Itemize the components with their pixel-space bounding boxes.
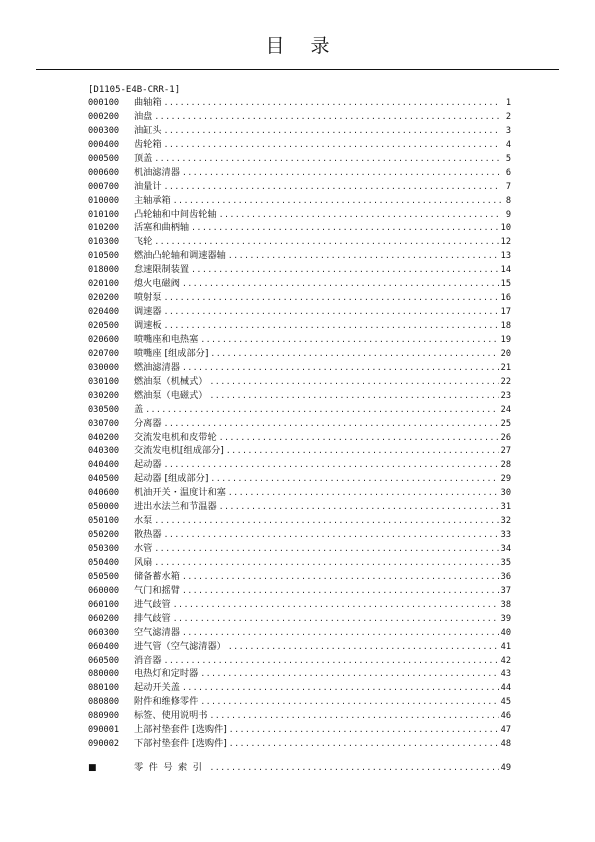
toc-entry-name: 水泵: [134, 515, 153, 527]
dot-leader: [164, 138, 501, 152]
toc-entry-code: 050400: [88, 557, 120, 568]
toc-entry-name: 喷嘴座 [组成部分]: [134, 347, 209, 359]
dot-leader: [229, 737, 499, 751]
toc-entry-page: 35: [500, 557, 511, 568]
toc-entry-name: 消音器: [134, 654, 162, 666]
toc-entry-page: 16: [500, 293, 511, 304]
parts-index-label: 零件号索引: [134, 762, 208, 773]
toc-entry-name: 喷嘴座和电热塞: [134, 333, 199, 345]
toc-entry-page: 44: [500, 683, 511, 694]
toc-entry-page: 31: [500, 502, 511, 513]
toc-entry-page: 21: [500, 362, 511, 373]
toc-entry-name: 熄火电磁阀: [134, 278, 180, 290]
toc-entry[interactable]: [88, 556, 511, 570]
toc-entry-code: 030000: [88, 362, 120, 373]
dot-leader: [164, 528, 499, 542]
toc-entry-code: 090001: [88, 725, 120, 736]
toc-entry[interactable]: [88, 640, 511, 654]
toc-entry-name: 交流发电机和皮带轮: [134, 431, 217, 443]
toc-entry-page: 41: [500, 641, 511, 652]
toc-entry-code: 010100: [88, 209, 120, 220]
toc-entry-page: 13: [500, 251, 511, 262]
toc-entry-page: 7: [505, 181, 511, 192]
toc-entry-code: 000300: [88, 125, 120, 136]
toc-entry-code: 020400: [88, 307, 120, 318]
dot-leader: [164, 319, 499, 333]
toc-entry-name: 起动器 [组成部分]: [134, 473, 209, 485]
toc-entry-name: 机油开关・温度计和塞: [134, 487, 226, 499]
parts-index-page: 49: [500, 763, 511, 773]
toc-entry-name: 水管: [134, 543, 153, 554]
title-divider: [36, 69, 559, 70]
toc-entry-code: 010300: [88, 237, 120, 248]
toc-entry[interactable]: [88, 263, 511, 277]
dot-leader: [173, 194, 501, 208]
dot-leader: [200, 333, 498, 347]
toc-entry-code: 050100: [88, 516, 120, 527]
toc-entry-code: 060400: [88, 641, 120, 652]
dot-leader: [229, 723, 499, 737]
dot-leader: [210, 389, 499, 403]
page-title: 目 录: [265, 35, 340, 57]
toc-entry-name: 储备蓄水箱: [134, 570, 180, 582]
toc-entry-page: 28: [500, 460, 511, 471]
toc-entry[interactable]: [88, 431, 511, 445]
toc-entry[interactable]: [88, 417, 511, 431]
toc-entry-name: 齿轮箱: [134, 138, 162, 150]
toc-entry-name: 燃油泵（机械式）: [134, 375, 208, 387]
toc-entry[interactable]: [88, 124, 511, 138]
toc-entry-name: 散热器: [134, 529, 162, 541]
dot-leader: [219, 208, 501, 222]
dot-leader: [182, 570, 499, 584]
toc-entry-name: 调速器: [134, 306, 162, 318]
toc-entry-page: 29: [500, 474, 511, 485]
toc-entry[interactable]: [88, 305, 511, 319]
toc-entry-name: 附件和维修零件: [134, 696, 199, 708]
toc-entry[interactable]: [88, 208, 511, 222]
dot-leader: [182, 626, 499, 640]
dot-leader: [228, 640, 499, 654]
toc-entry[interactable]: [88, 319, 511, 333]
toc-entry[interactable]: [88, 347, 511, 361]
toc-entry-code: 010200: [88, 223, 120, 234]
model-code: [D1105-E4B-CRR-1]: [88, 85, 181, 95]
toc-entry-page: 14: [500, 265, 511, 276]
toc-entry[interactable]: [88, 194, 511, 208]
toc-entry-page: 25: [500, 418, 511, 429]
toc-entry-page: 3: [505, 125, 511, 136]
dot-leader: [182, 584, 499, 598]
dot-leader: [182, 361, 499, 375]
toc-entry[interactable]: [88, 654, 511, 668]
toc-entry[interactable]: [88, 737, 511, 751]
toc-entry-page: 42: [500, 655, 511, 666]
toc-entry-code: 080000: [88, 669, 120, 680]
toc-entry-name: 进出水法兰和节温器: [134, 501, 217, 513]
toc-entry-code: 060000: [88, 585, 120, 596]
dot-leader: [173, 598, 499, 612]
toc-entry-code: 020600: [88, 334, 120, 345]
toc-entry[interactable]: [88, 361, 511, 375]
toc-list: [88, 96, 511, 751]
dot-leader: [210, 375, 499, 389]
toc-entry-name: 油量计: [134, 180, 162, 192]
toc-entry[interactable]: [88, 514, 511, 528]
toc-entry-code: 060200: [88, 613, 120, 624]
toc-entry-page: 30: [500, 488, 511, 499]
toc-entry-page: 45: [500, 697, 511, 708]
toc-entry-page: 38: [500, 599, 511, 610]
toc-entry-name: 交流发电机[组成部分]: [134, 445, 224, 457]
toc-entry-page: 47: [500, 725, 511, 736]
toc-entry-name: 调速板: [134, 320, 162, 331]
toc-entry-name: 凸轮轴和中间齿轮轴: [134, 208, 217, 220]
dot-leader: [164, 417, 499, 431]
toc-entry-code: 018000: [88, 265, 120, 276]
toc-entry-name: 分离器: [134, 417, 162, 429]
toc-entry-code: 030200: [88, 390, 120, 401]
toc-entry-code: 000400: [88, 139, 120, 150]
toc-entry[interactable]: [88, 277, 511, 291]
toc-entry-page: 36: [500, 571, 511, 582]
dot-leader: [154, 152, 501, 166]
toc-entry[interactable]: [88, 96, 511, 110]
toc-entry-page: 26: [500, 432, 511, 443]
toc-entry[interactable]: [88, 709, 511, 723]
toc-entry[interactable]: [88, 110, 511, 124]
toc-entry[interactable]: [88, 612, 511, 626]
toc-entry-page: 17: [500, 307, 511, 318]
toc-entry-name: 排气歧管: [134, 612, 171, 624]
toc-entry-name: 气门和摇臂: [134, 584, 180, 596]
parts-index-section: [88, 760, 511, 776]
toc-entry-code: 040500: [88, 474, 120, 485]
dot-leader: [154, 514, 498, 528]
toc-entry-code: 000100: [88, 98, 120, 108]
toc-entry[interactable]: [88, 221, 511, 235]
toc-entry-code: 060300: [88, 627, 120, 638]
dot-leader: [228, 249, 499, 263]
toc-entry-code: 060500: [88, 655, 120, 666]
dot-leader: [154, 542, 498, 556]
toc-entry[interactable]: [88, 180, 511, 194]
toc-entry[interactable]: [88, 458, 511, 472]
toc-entry-page: 39: [500, 613, 511, 624]
toc-entry-page: 20: [500, 348, 511, 359]
toc-entry-page: 37: [500, 585, 511, 596]
toc-entry-code: 020200: [88, 293, 120, 304]
toc-entry-name: 进气管（空气滤清器）: [134, 640, 226, 652]
toc-entry-name: 电热灯和定时器: [134, 668, 199, 680]
dot-leader: [226, 444, 499, 458]
toc-entry-name: 起动开关盖: [134, 682, 180, 694]
toc-entry-code: 000700: [88, 181, 120, 192]
dot-leader: [164, 180, 501, 194]
toc-entry-code: 050300: [88, 544, 120, 554]
toc-entry-name: 怠速限制装置: [134, 264, 190, 276]
toc-entry-name: 起动器: [134, 459, 162, 471]
toc-entry[interactable]: [88, 667, 511, 681]
toc-entry-code: 030500: [88, 404, 120, 415]
toc-entry-page: 6: [505, 167, 511, 178]
parts-index-entry[interactable]: [88, 760, 511, 776]
toc-entry-page: 5: [505, 153, 511, 164]
toc-entry-page: 24: [500, 404, 511, 415]
toc-entry-name: 机油滤清器: [134, 166, 180, 178]
toc-entry-name: 燃油凸轮轴和调速器轴: [134, 250, 226, 262]
toc-entry-code: 040400: [88, 460, 120, 471]
dot-leader: [200, 667, 498, 681]
toc-entry[interactable]: [88, 528, 511, 542]
toc-entry-name: 主轴承箱: [134, 194, 171, 206]
dot-leader: [164, 124, 501, 138]
toc-entry[interactable]: [88, 166, 511, 180]
dot-leader: [219, 431, 499, 445]
toc-entry-page: 2: [505, 111, 511, 122]
dot-leader: [210, 347, 498, 361]
toc-entry-page: 32: [500, 516, 511, 527]
dot-leader: [164, 305, 499, 319]
dot-leader: [154, 556, 498, 570]
toc-entry[interactable]: [88, 375, 511, 389]
toc-entry-page: 18: [500, 321, 511, 331]
toc-entry-page: 12: [500, 237, 511, 248]
dot-leader: [164, 654, 499, 668]
toc-entry-page: 34: [500, 544, 511, 554]
toc-entry-name: 顶盖: [134, 152, 153, 164]
toc-entry-code: 010000: [88, 195, 120, 206]
dot-leader: [182, 166, 501, 180]
toc-entry[interactable]: [88, 598, 511, 612]
toc-entry-name: 标签、使用说明书: [134, 710, 208, 722]
toc-entry-code: 030700: [88, 418, 120, 429]
toc-entry-name: 飞轮: [134, 236, 153, 248]
dot-leader: [210, 709, 499, 723]
toc-entry-name: 风扇: [134, 556, 153, 568]
toc-entry-code: 050200: [88, 530, 120, 541]
toc-entry[interactable]: [88, 444, 511, 458]
toc-entry-page: 40: [500, 627, 511, 638]
toc-entry-page: 43: [500, 669, 511, 680]
toc-entry[interactable]: [88, 291, 511, 305]
toc-entry-code: 050000: [88, 502, 120, 513]
toc-entry-name: 下部衬垫套件 [选购件]: [134, 738, 227, 750]
toc-entry-page: 10: [500, 223, 511, 234]
toc-entry-code: 030100: [88, 376, 120, 387]
toc-entry-code: 040600: [88, 488, 120, 499]
dot-leader: [210, 472, 498, 486]
toc-entry[interactable]: [88, 249, 511, 263]
toc-entry-name: 油盘: [134, 110, 153, 122]
toc-entry-code: 020100: [88, 279, 120, 290]
toc-entry-page: 27: [500, 446, 511, 457]
toc-entry-code: 080800: [88, 697, 120, 708]
dot-leader: [209, 760, 498, 776]
toc-entry-name: 盖: [134, 403, 144, 415]
toc-entry[interactable]: [88, 389, 511, 403]
dot-leader: [200, 695, 498, 709]
toc-entry[interactable]: [88, 500, 511, 514]
toc-entry[interactable]: [88, 695, 511, 709]
dot-leader: [154, 110, 501, 124]
toc-entry-code: 080100: [88, 683, 120, 694]
dot-leader: [228, 486, 499, 500]
toc-entry[interactable]: [88, 626, 511, 640]
dot-leader: [191, 221, 499, 235]
dot-leader: [182, 681, 499, 695]
toc-entry-page: 9: [505, 209, 511, 220]
dot-leader: [173, 612, 499, 626]
toc-entry[interactable]: [88, 681, 511, 695]
toc-entry-code: 020700: [88, 348, 120, 359]
toc-entry-code: 010500: [88, 251, 120, 262]
toc-entry-code: 090002: [88, 739, 120, 750]
toc-entry[interactable]: [88, 723, 511, 737]
toc-entry-name: 燃油泵（电磁式）: [134, 389, 208, 401]
toc-entry-page: 22: [500, 376, 511, 387]
toc-entry-name: 上部衬垫套件 [选购件]: [134, 724, 227, 736]
toc-entry[interactable]: [88, 570, 511, 584]
dot-leader: [219, 500, 499, 514]
toc-entry[interactable]: [88, 403, 511, 417]
toc-entry[interactable]: [88, 486, 511, 500]
toc-entry-page: 15: [500, 279, 511, 290]
toc-entry-page: 1: [505, 98, 511, 108]
toc-entry-code: 020500: [88, 321, 120, 331]
square-bullet-icon: ■: [88, 763, 97, 773]
toc-entry-name: 油缸头: [134, 124, 162, 136]
toc-entry-code: 040300: [88, 446, 120, 457]
toc-entry-page: 4: [505, 139, 511, 150]
toc-entry-name: 曲轴箱: [134, 97, 162, 108]
toc-entry-code: 050500: [88, 571, 120, 582]
toc-entry[interactable]: [88, 235, 511, 249]
toc-entry-code: 000500: [88, 153, 120, 164]
dot-leader: [164, 291, 499, 305]
toc-entry-name: 燃油滤清器: [134, 361, 180, 373]
dot-leader: [182, 277, 499, 291]
dot-leader: [164, 458, 499, 472]
toc-entry-page: 48: [500, 739, 511, 750]
toc-entry-code: 000600: [88, 167, 120, 178]
toc-entry-page: 8: [505, 195, 511, 206]
toc-entry-name: 进气歧管: [134, 598, 171, 610]
toc-entry-name: 空气滤清器: [134, 626, 180, 638]
toc-entry[interactable]: [88, 472, 511, 486]
toc-entry-code: 080900: [88, 711, 120, 722]
toc-entry[interactable]: [88, 542, 511, 556]
toc-entry[interactable]: [88, 138, 511, 152]
toc-entry-code: 060100: [88, 599, 120, 610]
dot-leader: [145, 403, 498, 417]
toc-entry-name: 喷射泵: [134, 292, 162, 304]
dot-leader: [164, 96, 501, 110]
toc-entry-code: 000200: [88, 111, 120, 122]
toc-entry[interactable]: [88, 152, 511, 166]
toc-entry-page: 19: [500, 334, 511, 345]
toc-entry[interactable]: [88, 584, 511, 598]
toc-entry-page: 46: [500, 711, 511, 722]
dot-leader: [191, 263, 499, 277]
toc-entry-page: 23: [500, 390, 511, 401]
toc-entry-code: 040200: [88, 432, 120, 443]
toc-entry-page: 33: [500, 530, 511, 541]
toc-entry[interactable]: [88, 333, 511, 347]
dot-leader: [154, 235, 498, 249]
toc-entry-name: 活塞和曲柄轴: [134, 222, 190, 234]
